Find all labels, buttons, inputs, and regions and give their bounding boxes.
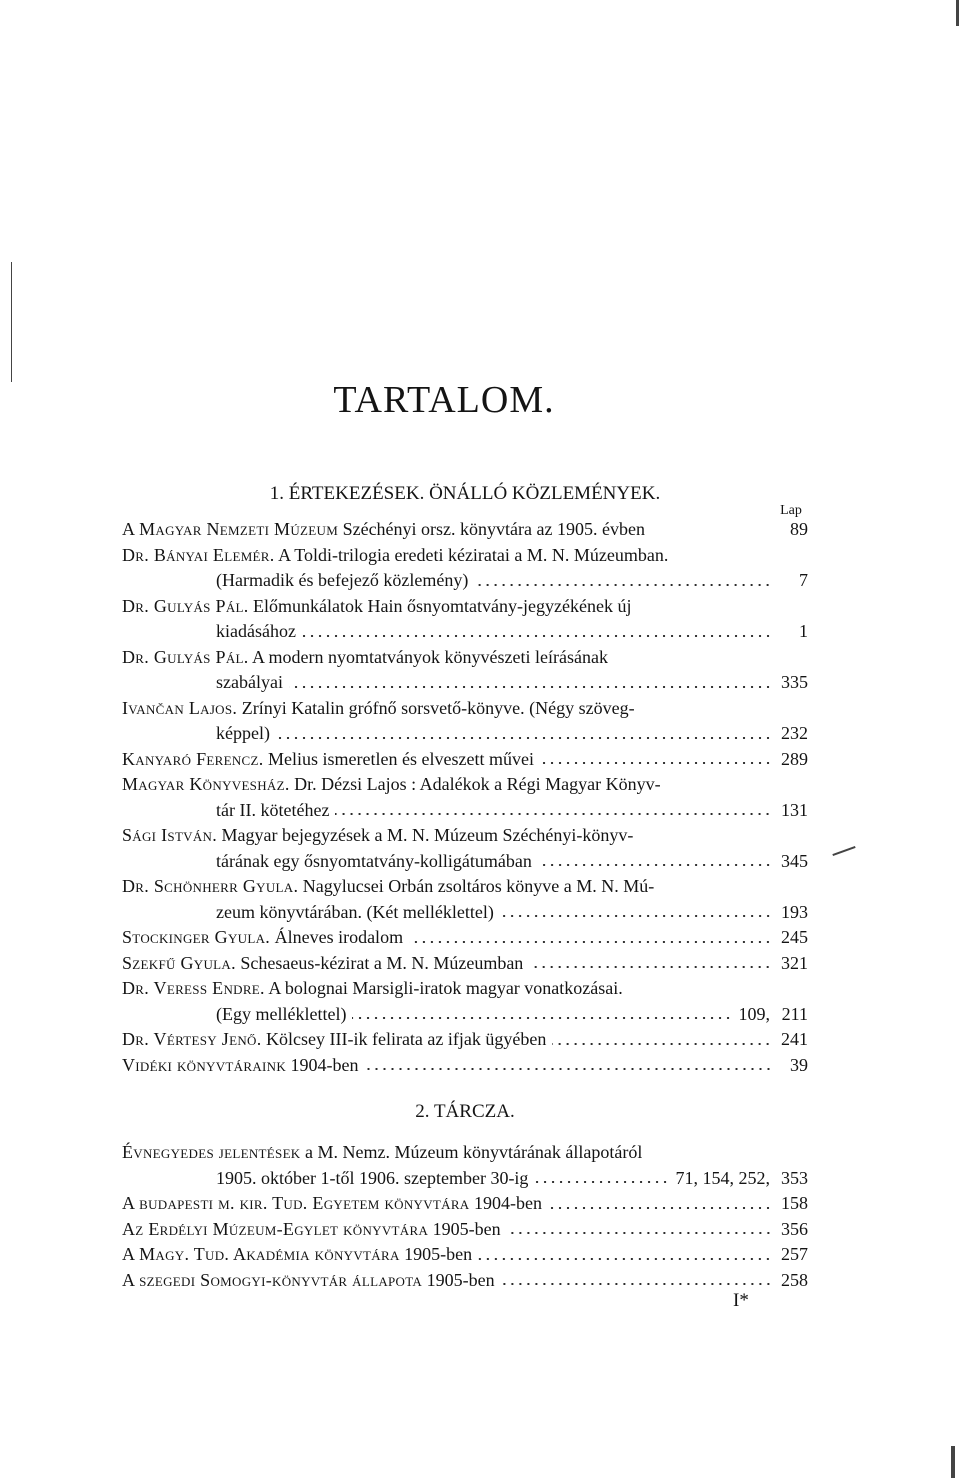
toc-title-text: Kölcsey III-ik felirata az ifjak ügyében (261, 1029, 547, 1049)
toc-entry-line (122, 747, 808, 773)
dot-leader (478, 1258, 772, 1260)
toc-page-number: 345 (781, 850, 808, 871)
toc-extra-pages: 71, 154, 252, (675, 1167, 770, 1188)
dot-leader (540, 762, 772, 764)
toc-page-number: 158 (781, 1193, 808, 1213)
toc-entry (122, 1242, 808, 1268)
toc-title-text: (Harmadik és befejező közlemény) (216, 570, 469, 590)
toc-title-text: Melius ismeretlen és elveszett művei (263, 748, 534, 769)
toc-page-number: 131 (781, 799, 808, 820)
section-heading-tarcza: 2. TÁRCZA. (415, 1101, 515, 1122)
toc-entry-continuation (122, 798, 808, 824)
toc-entry (122, 517, 808, 543)
toc-entry (122, 1217, 808, 1243)
dot-leader (335, 813, 772, 815)
toc-entry-continuation (122, 900, 808, 926)
toc-title-text: A Toldi-trilogia eredeti kéziratai a M. N. Múzeumban. (274, 544, 669, 565)
toc-entry-line (122, 517, 808, 543)
toc-entry (122, 1053, 808, 1079)
toc-title-text: zeum könyvtárában. (Két melléklettel) (216, 901, 494, 922)
dot-leader (352, 1017, 732, 1019)
toc-entry-continuation (122, 568, 808, 594)
toc-entry-line (122, 1191, 808, 1217)
toc-title-text: 1905. október 1-től 1906. szeptember 30-ig (216, 1167, 529, 1188)
toc-entry-continuation (122, 619, 808, 645)
toc-page-number: 321 (781, 952, 808, 973)
toc-author: Évnegyedes jelentések (122, 1142, 301, 1162)
toc-page-number: 258 (781, 1269, 808, 1290)
toc-entry-line (122, 1140, 808, 1166)
toc-author: Dr. Veress Endre. (122, 978, 265, 998)
toc-title-text: Nagylucsei Orbán zsoltáros könyve a M. N. Mú- (298, 876, 655, 896)
toc-title-text: A modern nyomtatványok könyvészeti leírásának (248, 646, 608, 667)
toc-title-text: szabályai (216, 672, 283, 692)
dot-leader (365, 1068, 773, 1070)
toc-page-number: 211 (781, 1003, 808, 1024)
toc-author: Ivančan Lajos. (122, 697, 238, 718)
toc-author: Dr. Bányai Elemér. (122, 544, 275, 565)
toc-author: A Magyar Nemzeti Múzeum (122, 519, 339, 539)
toc-author: Szekfű Gyula. (122, 952, 236, 973)
toc-entry (122, 1027, 808, 1053)
toc-entry-line (122, 951, 808, 977)
toc-title-text: Schesaeus-kézirat a M. N. Múzeumban (235, 952, 524, 973)
page-title: TARTALOM. (333, 379, 555, 421)
dot-leader (409, 941, 772, 943)
toc-entry-line (122, 543, 808, 569)
toc-title-text: 1904-ben (286, 1054, 359, 1075)
toc-author: A szegedi Somogyi-könyvtár állapota (122, 1269, 423, 1290)
toc-page-number: 1 (799, 621, 808, 641)
toc-author: Dr. Gulyás Pál. (122, 595, 249, 616)
toc-title-text: Zrínyi Katalin grófnő sorsvető-könyve. (Négy szöveg- (237, 697, 635, 718)
toc-entry-line (122, 823, 808, 849)
toc-page-number: 245 (781, 927, 808, 947)
page-column-header: Lap (780, 503, 802, 518)
toc-title-text: Előmunkálatok Hain ősnyomtatvány-jegyzékének új (248, 595, 632, 616)
dot-leader (507, 1232, 772, 1234)
toc-page-number: 356 (781, 1218, 808, 1239)
dot-leader (501, 1283, 772, 1285)
toc-entry (122, 925, 808, 951)
toc-entry-line (122, 1027, 808, 1053)
toc-page-number: 289 (781, 748, 808, 769)
toc-author: Az Erdélyi Múzeum-Egylet könyvtára (122, 1218, 429, 1239)
toc-page-number: 7 (799, 570, 808, 590)
toc-entry-line (122, 1217, 808, 1243)
toc-entry-line (122, 925, 808, 951)
toc-entry (122, 543, 808, 594)
toc-page-number: 335 (781, 672, 808, 692)
toc-entry (122, 823, 808, 874)
toc-author: Dr. Vértesy Jenő. (122, 1029, 262, 1049)
dot-leader (534, 1181, 669, 1183)
toc-title-text: képpel) (216, 723, 270, 743)
toc-author: Stockinger Gyula. (122, 927, 271, 947)
toc-entry-line (122, 772, 808, 798)
dot-leader (474, 584, 772, 586)
toc-title-text: 1905-ben (422, 1269, 495, 1290)
toc-entry-line (122, 645, 808, 671)
dot-leader (548, 1207, 772, 1209)
toc-page-number: 353 (781, 1167, 808, 1188)
toc-page-number: 232 (781, 723, 808, 743)
toc-entry (122, 696, 808, 747)
toc-page-number: 39 (790, 1054, 808, 1075)
toc-author: A Magy. Tud. Akadémia könyvtára (122, 1244, 400, 1264)
toc-entry (122, 951, 808, 977)
toc-author: Dr. Gulyás Pál. (122, 646, 249, 667)
toc-author: Dr. Schönherr Gyula. (122, 876, 299, 896)
toc-title-text: 1905-ben (399, 1244, 473, 1264)
toc-title-text: Széchényi orsz. könyvtára az 1905. évben (338, 519, 645, 539)
toc-title-text: 1905-ben (428, 1218, 501, 1239)
dot-leader (552, 1043, 772, 1045)
scan-artifact-line (11, 262, 12, 382)
toc-entry-continuation (122, 721, 808, 747)
scan-artifact-dash (832, 846, 855, 856)
toc-page-number: 193 (781, 901, 808, 922)
toc-entry (122, 976, 808, 1027)
toc-title-text: Magyar bejegyzések a M. N. Múzeum Széchényi-könyv- (217, 825, 634, 845)
toc-section-tarcza (122, 1140, 808, 1293)
toc-author: Vidéki könyvtáraink (122, 1054, 287, 1075)
section-heading-ertekezesek: 1. ÉRTEKEZÉSEK. ÖNÁLLÓ KÖZLEMÉNYEK. (269, 483, 661, 504)
toc-page-number: 241 (781, 1029, 808, 1049)
toc-entry-continuation (122, 1002, 808, 1028)
toc-entry (122, 874, 808, 925)
toc-entry (122, 1140, 808, 1191)
toc-entry-line (122, 1242, 808, 1268)
scan-artifact-corner-bottom (951, 1446, 955, 1478)
scan-artifact-corner-top (956, 0, 959, 26)
dot-leader (302, 635, 772, 637)
dot-leader (500, 915, 772, 917)
toc-title-text: tárának egy ősnyomtatvány-kolligátumában (216, 850, 532, 871)
toc-entry-continuation (122, 670, 808, 696)
toc-entry-line (122, 1053, 808, 1079)
toc-entry-line (122, 696, 808, 722)
toc-entry (122, 747, 808, 773)
toc-entry (122, 1268, 808, 1294)
dot-leader (529, 966, 772, 968)
toc-entry-continuation (122, 849, 808, 875)
toc-title-text: 1904-ben (469, 1193, 542, 1213)
toc-title-text: (Egy melléklettel) (216, 1003, 347, 1024)
toc-entry-line (122, 1268, 808, 1294)
toc-title-text: tár II. kötetéhez (216, 799, 330, 820)
toc-title-text: a M. Nemz. Múzeum könyvtárának állapotáról (300, 1142, 643, 1162)
toc-title-text: Dr. Dézsi Lajos : Adalékok a Régi Magyar Könyv- (289, 774, 661, 794)
toc-entry (122, 594, 808, 645)
toc-section-ertekezesek (122, 517, 808, 1078)
toc-title-text: kiadásához (216, 621, 296, 641)
toc-title-text: Álneves irodalom (270, 927, 404, 947)
toc-title-text: A bolognai Marsigli-iratok magyar vonatkozásai. (264, 978, 623, 998)
toc-author: Sági István. (122, 825, 218, 845)
toc-entry-line (122, 976, 808, 1002)
dot-leader (276, 737, 772, 739)
toc-author: A budapesti m. kir. Tud. Egyetem könyvtára (122, 1193, 470, 1213)
dot-leader (538, 864, 772, 866)
toc-entry-line (122, 874, 808, 900)
toc-entry (122, 772, 808, 823)
toc-page-number: 89 (790, 519, 808, 539)
toc-author: Magyar Könyvesház. (122, 774, 290, 794)
toc-entry (122, 1191, 808, 1217)
toc-extra-pages: 109, (738, 1003, 770, 1024)
page-folio: I* (733, 1290, 749, 1311)
dot-leader (289, 686, 772, 688)
toc-page-number: 257 (781, 1244, 808, 1264)
toc-author: Kanyaró Ferencz. (122, 748, 264, 769)
toc-entry-continuation (122, 1166, 808, 1192)
toc-entry (122, 645, 808, 696)
toc-entry-line (122, 594, 808, 620)
